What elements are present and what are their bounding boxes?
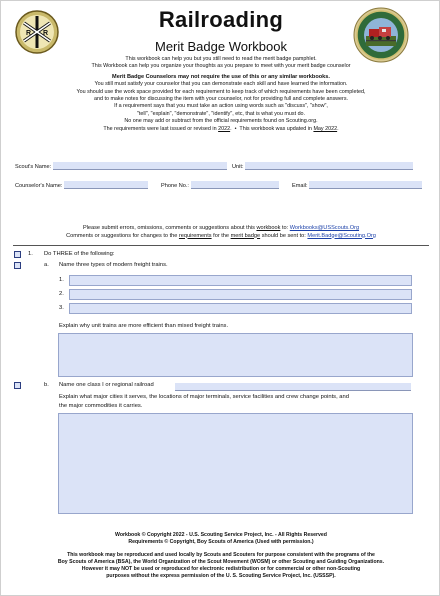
unit-field[interactable] <box>245 162 413 170</box>
workbooks-email-link[interactable]: Workbooks@USScouts.Org <box>289 225 360 231</box>
copyright-footer <box>1 532 440 546</box>
intro-line: This workbook can help you but you still need to read the merit badge pamphlet. <box>125 56 317 62</box>
page-title: Railroading <box>158 7 284 32</box>
intro-line: "tell", "explain", "demonstrate", "identify", etc, that is what you must do. <box>136 110 306 117</box>
req-1a-answer-3[interactable] <box>69 303 412 314</box>
footer-line: purposes without the express permission of the U. S. Scouting Service Project, Inc. (USSSP). <box>106 573 336 579</box>
req-1b-explain-line-2: the major commodities it carries. <box>59 403 143 409</box>
revision-line: The requirements were last issued or revised in 2022. • This workbook was updated in May 2022. <box>103 125 339 132</box>
counselor-name-field[interactable] <box>64 181 148 189</box>
intro-line: If a requirement says that you must take an action using words such as "discuss", "show", <box>114 103 328 110</box>
license-footer <box>1 552 440 580</box>
req-1a-item-number: 2. <box>59 291 64 297</box>
counselor-name-row <box>15 181 148 189</box>
svg-text:R: R <box>26 30 32 37</box>
svg-text:R: R <box>43 30 49 37</box>
intro-line: No one may add or subtract from the official requirements found on Scouting.org. <box>124 118 318 125</box>
req-1a-item-number: 3. <box>59 305 64 311</box>
req-1a-explain: Explain why unit trains are more efficient than mixed freight trains. <box>59 323 229 329</box>
req-1b-label: b. <box>44 382 49 388</box>
issued-year: 2022 <box>218 125 231 132</box>
req-1b-checkbox[interactable] <box>14 382 21 389</box>
intro-line: and to make notes for discussing the item with your counselor, not for providing full and complete answers. <box>93 96 349 103</box>
phone-label: Phone No.: <box>161 183 189 189</box>
req-1b-explain-line-1: Explain what major cities it serves, the locations of major terminals, service facilities and crew change points, and <box>59 394 349 400</box>
submit-line-2: Comments or suggestions for changes to the requirements for the merit badge should be sent to: Merit.Badge@Scouting.Org <box>66 232 376 239</box>
email-label: Email: <box>292 183 308 189</box>
req-1b-text: Name one class I or regional railroad <box>59 382 154 388</box>
req-1a-answer-2[interactable] <box>69 289 412 300</box>
req-1a-label: a. <box>44 262 49 268</box>
scout-name-field[interactable] <box>53 162 227 170</box>
submit-line-1: Please submit errors, omissions, comments or suggestions about this workbook to: Workbooks@USScouts.Org <box>82 225 360 231</box>
req-1b-explain-answer[interactable] <box>58 413 413 514</box>
scout-name-label: Scout's Name: <box>15 164 52 170</box>
req-1a-item-number: 1. <box>59 277 64 283</box>
intro-bold-line: Merit Badge Counselors may not require the use of this or any similar workbooks. <box>112 73 330 80</box>
intro-line: You should use the work space provided for each requirement to keep track of which requirements have been completed, <box>76 88 366 95</box>
counselor-name-label: Counselor's Name: <box>15 183 63 189</box>
submit-info <box>1 225 440 240</box>
footer-line: However it may NOT be used or reproduced for electronic redistribution or for commercial or other non-Scouting <box>81 566 361 572</box>
footer-line: Requirements © Copyright, Boy Scouts of America (Used with permission.) <box>128 539 314 545</box>
email-row <box>292 181 422 189</box>
footer-line: Workbook © Copyright 2022 - U.S. Scouting Service Project, Inc. - All Rights Reserved <box>115 532 327 538</box>
req-1a-text: Name three types of modern freight trains. <box>59 262 168 268</box>
footer-line: This workbook may be reproduced and used locally by Scouts and Scouters for purpose consistent with the programs of the <box>67 552 375 558</box>
unit-label: Unit: <box>232 164 244 170</box>
phone-field[interactable] <box>191 181 279 189</box>
req-1a-answer-1[interactable] <box>69 275 412 286</box>
req-1-text: Do THREE of the following: <box>44 251 115 257</box>
email-field[interactable] <box>309 181 422 189</box>
intro-line: This Workbook can help you organize your thoughts as you prepare to meet with your merit badge counselor <box>91 63 351 70</box>
phone-row <box>161 181 279 189</box>
intro-line: You still must satisfy your counselor that you can demonstrate each skill and have learned the information. <box>94 81 348 88</box>
scout-name-row <box>15 162 227 170</box>
updated-date: May 2022 <box>313 125 338 132</box>
req-1-number: 1. <box>28 251 33 257</box>
req-1a-explain-answer[interactable] <box>58 333 413 377</box>
req-1-checkbox[interactable] <box>14 251 21 258</box>
unit-row <box>232 162 413 170</box>
divider <box>13 245 429 246</box>
intro-text <box>41 56 401 133</box>
req-1b-railroad-field[interactable] <box>175 383 411 391</box>
page-subtitle: Merit Badge Workbook <box>155 39 287 54</box>
merit-badge-email-link[interactable]: Merit.Badge@Scouting.Org <box>307 232 376 239</box>
req-1a-checkbox[interactable] <box>14 262 21 269</box>
footer-line: Boy Scouts of America (BSA), the World Organization of the Scout Movement (WOSM) or other Scouting and Guiding Organizations. <box>57 559 385 565</box>
